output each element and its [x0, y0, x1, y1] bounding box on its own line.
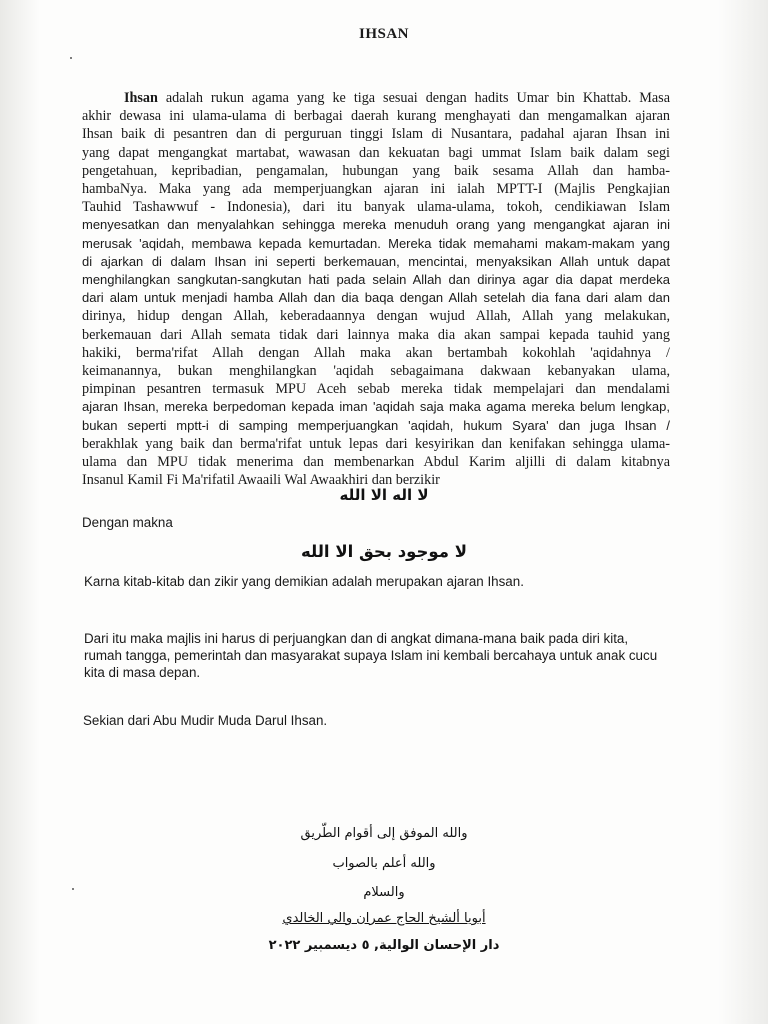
paragraph-line: berakhlak yang baik dan berma'rifat untuk lepas dari kesyirikan dan kenifakan sehingga ulama-: [82, 435, 670, 452]
closing-line-3: والسلام: [363, 885, 405, 900]
paragraph-line: Tauhid Tashawwuf - Indonesia), dari itu banyak ulama-ulama, tokoh, cendikiawan Islam: [82, 199, 670, 216]
dari-itu-line-1: Dari itu maka majlis ini harus di perjuangkan dan di angkat dimana-mana baik pada diri kita,: [84, 631, 629, 646]
paragraph-line: bukan seperti mptt-i di samping memperjuangkan 'aqidah, hukum Syara' dan juga Ihsan /: [82, 417, 670, 433]
paragraph-line: yang dapat mengangkat martabat, wawasan dan kekuatan bagi ummat Islam baik dalam segi: [82, 144, 670, 161]
scan-speck: [70, 57, 72, 59]
dari-itu-line-2: rumah tangga, pemerintah dan masyarakat supaya Islam ini kembali bercahaya untuk anak cucu: [84, 648, 658, 663]
paragraph-line: pimpinan pesantren termasuk MPU Aceh sebab mereka tidak mempelajari dan mendalami: [82, 381, 670, 398]
paragraph-line: berkemauan dari Allah semata tidak dari lainnya maka dia akan sampai kepada tauhid yang: [82, 326, 670, 343]
paragraph-line: menyesatkan dan menyalahkan sehingga mereka menuduh orang yang mengangkat ajaran ini: [82, 217, 670, 233]
closing-line-1: والله الموفق إلى أقوام الطّريق: [300, 826, 468, 841]
paragraph-line: ajaran Ihsan, mereka berpedoman kepada iman 'aqidah saja maka agama mereka belum lengkap,: [82, 399, 670, 415]
arabic-meaning: لا موجود بحق الا الله: [300, 542, 468, 561]
lead-word: Ihsan: [124, 90, 158, 106]
place-and-date: دار الإحسان الوالية, ٥ ديسمبير ٢٠٢٢: [268, 938, 500, 953]
paragraph-line: Ihsan adalah rukun agama yang ke tiga sesuai dengan hadits Umar bin Khattab. Masa: [124, 90, 670, 106]
paragraph-line: dirinya, hidup dengan Allah, keberadaannya dengan wujud Allah, Allah yang melakukan,: [82, 308, 670, 325]
main-paragraph: [82, 89, 670, 489]
document-title: IHSAN: [358, 26, 409, 42]
paragraph-line: Ihsan baik di pesantren dan di perguruan tinggi Islam di Nusantara, padahal ajaran Ihsan ini: [82, 126, 670, 143]
paragraph-line: di ajarkan di dalam Ihsan ini seperti berkemauan, mencintai, menyaksikan Allah untuk dapat: [82, 253, 670, 269]
paragraph-line: keimanannya, bukan menghilangkan 'aqidah sebagaimana dakwaan kebanyakan ulama,: [82, 363, 670, 380]
paragraph-line: hakiki, berma'rifat Allah dengan Allah maka akan bertambah kokohlah 'aqidahnya /: [82, 344, 670, 361]
closing-line-2: والله أعلم بالصواب: [332, 856, 436, 871]
arabic-dhikr: لا اله الا الله: [339, 486, 429, 504]
dari-itu-line-3: kita di masa depan.: [84, 665, 201, 680]
signatory-name: أبويا ألشيخ الحاج عمران والي الخالدي: [282, 911, 486, 926]
paragraph-line: pengetahuan, kepribadian, pengamalan, hubungan yang baik sesama Allah dan hamba-: [82, 162, 670, 179]
sekian-line: Sekian dari Abu Mudir Muda Darul Ihsan.: [83, 713, 328, 728]
karna-line: Karna kitab-kitab dan zikir yang demikian adalah merupakan ajaran Ihsan.: [84, 574, 524, 589]
paragraph-line: hambaNya. Maka yang ada memperjuangkan ajaran ini ialah MPTT-I (Majlis Pengkajian: [82, 181, 670, 198]
paragraph-line: merusak 'aqidah, membawa kepada kemurtadan. Mereka tidak memahami makam-makam yang: [82, 235, 670, 251]
dengan-makna-label: Dengan makna: [82, 515, 173, 530]
paragraph-line: menghilangkan sangkutan-sangkutan hati pada selain Allah dan dirinya agar dia dapat merdeka: [82, 272, 670, 288]
paragraph-line: Insanul Kamil Fi Ma'rifatil Awaaili Wal Awaakhiri dan berzikir: [82, 472, 440, 489]
paragraph-line: dari alam untuk menjadi hamba Allah dan dia baqa dengan Allah setelah dia fana dari alam dan: [82, 290, 670, 306]
paragraph-line: ulama dan MPU tidak menerima dan membenarkan Abdul Karim aljilli di dalam kitabnya: [82, 454, 670, 471]
paragraph-line: akhir dewasa ini ulama-ulama di berbagai daerah kurang menghayati dan mengamalkan ajaran: [82, 108, 670, 125]
